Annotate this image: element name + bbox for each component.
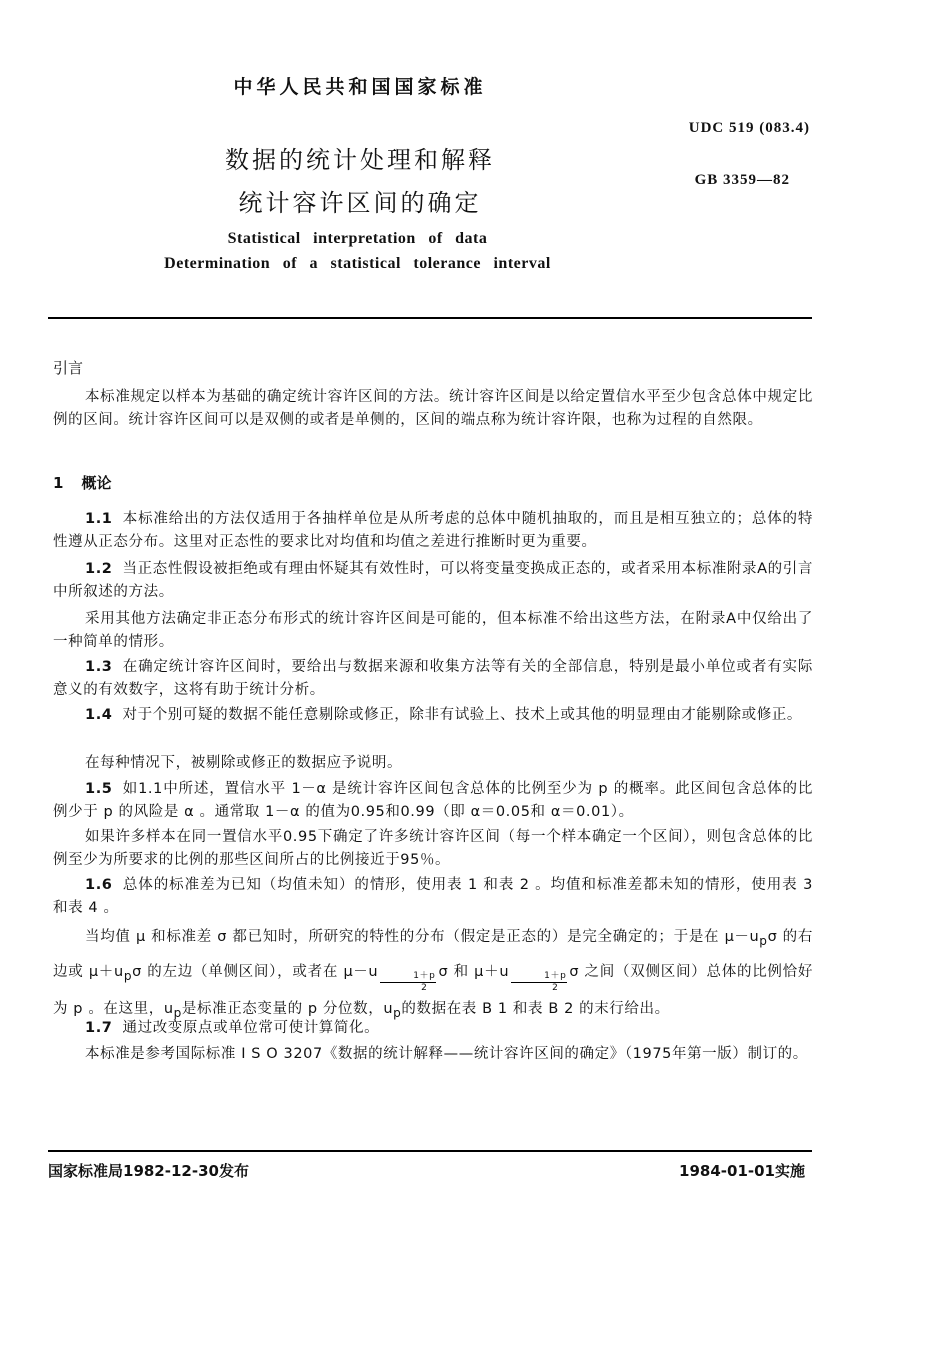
- formula-text: 的数据在表 B 1 和表 B 2 的末行给出。: [401, 1000, 670, 1017]
- formula-text: 当均值 μ 和标准差 σ 都已知时，所研究的特性的分布（假定是正态的）是完全确定的；于是在 μ－u: [85, 929, 760, 945]
- clause-number: 1.5: [85, 781, 113, 797]
- clause-1-2: [53, 558, 813, 604]
- clause-1-6: [53, 874, 813, 920]
- english-title-line1: Statistical interpretation of data: [227, 230, 488, 247]
- formula-text: σ 之间（双侧区间）总体的比例恰好为 p 。在这里，u: [53, 963, 814, 1017]
- intro-heading: 引言: [53, 359, 84, 377]
- subscript-p: p: [759, 933, 768, 948]
- english-title-line2: Determination of a statistical tolerance interval: [164, 255, 551, 272]
- clause-1-7-paragraph: 本标准是参考国际标准 I S O 3207《数据的统计解释——统计容许区间的确定》（1975年第一版）制订的。: [85, 1046, 808, 1062]
- fraction-subscript: [380, 971, 436, 994]
- clause-number: 1.3: [85, 659, 113, 675]
- clause-text: 当正态性假设被拒绝或有理由怀疑其有效性时，可以将变量变换成正态的，或者采用本标准附录A的引言中所叙述的方法。: [53, 561, 813, 600]
- clause-1-1: [53, 508, 813, 554]
- formula-text: σ 的左边（单侧区间），或者在 μ－u: [132, 963, 379, 980]
- national-standard-label: 中华人民共和国国家标准: [233, 76, 487, 98]
- formula-text: σ 的右边或 μ＋u: [53, 929, 813, 980]
- clause-1-5-paragraph: 如果许多样本在同一置信水平0.95下确定了许多统计容许区间（每一个样本确定一个区间），则包含总体的比例至少为所要求的比例的那些区间所占的比例接近于95％。: [53, 829, 813, 868]
- clause-text: 本标准给出的方法仅适用于各抽样单位是从所考虑的总体中随机抽取的，而且是相互独立的；总体的特性遵从正态分布。这里对正态性的要求比对均值和均值之差进行推断时更为重要。: [53, 511, 813, 550]
- intro-paragraph: 本标准规定以样本为基础的确定统计容许区间的方法。统计容许区间是以给定置信水平至少包含总体中规定比例的区间。统计容许区间可以是双侧的或者是单侧的，区间的端点称为统计容许限，也称为过程的自然限。: [53, 389, 813, 428]
- subscript-p: p: [393, 1005, 402, 1020]
- issue-date: 国家标准局1982-12-30发布: [48, 1162, 249, 1180]
- section-number: 1: [53, 474, 64, 492]
- fraction-numerator: 1＋p: [380, 971, 436, 983]
- formula-text: 是标准正态变量的 p 分位数，u: [181, 1000, 394, 1017]
- subscript-p: p: [123, 968, 133, 983]
- effective-date: 1984-01-01实施: [679, 1162, 805, 1180]
- clause-number: 1.6: [85, 877, 113, 893]
- fraction-denominator: 2: [421, 982, 428, 993]
- gb-number: GB 3359—82: [694, 172, 790, 188]
- subscript-p: p: [173, 1005, 182, 1020]
- clause-1-7: [53, 1017, 813, 1040]
- clause-number: 1.7: [85, 1020, 113, 1036]
- clause-number: 1.2: [85, 561, 113, 577]
- header-divider: [48, 317, 812, 319]
- document-title-line1: 数据的统计处理和解释: [225, 146, 495, 174]
- clause-1-5: [53, 778, 813, 824]
- clause-1-6-paragraph: [53, 922, 813, 1029]
- clause-1-2-paragraph: 采用其他方法确定非正态分布形式的统计容许区间是可能的，但本标准不给出这些方法，在附录A中仅给出了一种简单的情形。: [53, 611, 813, 650]
- clause-text: 对于个别可疑的数据不能任意剔除或修正，除非有试验上、技术上或其他的明显理由才能剔除或修正。: [122, 707, 802, 723]
- clause-text: 通过改变原点或单位常可使计算简化。: [122, 1020, 380, 1036]
- clause-text: 如1.1中所述，置信水平 1－α 是统计容许区间包含总体的比例至少为 p 的概率。此区间包含总体的比例少于 p 的风险是 α 。通常取 1－α 的值为0.95和0.99（即 α＝0.05和 α＝0.01）。: [53, 781, 813, 820]
- clause-number: 1.4: [85, 707, 113, 723]
- clause-1-4-paragraph: 在每种情况下，被剔除或修正的数据应予说明。: [85, 755, 403, 771]
- formula-text: σ 和 μ＋u: [438, 963, 510, 980]
- footer-divider: [48, 1150, 812, 1152]
- clause-number: 1.1: [85, 511, 113, 527]
- clause-text: 在确定统计容许区间时，要给出与数据来源和收集方法等有关的全部信息，特别是最小单位或者有实际意义的有效数字，这将有助于统计分析。: [53, 659, 813, 698]
- fraction-numerator: 1＋p: [511, 971, 567, 983]
- fraction-subscript: [511, 971, 567, 994]
- section-heading: [53, 472, 111, 493]
- udc-number: UDC 519 (083.4): [688, 120, 810, 136]
- fraction-denominator: 2: [552, 982, 559, 993]
- section-title: 概论: [81, 474, 112, 492]
- clause-text: 总体的标准差为已知（均值未知）的情形，使用表 1 和表 2 。均值和标准差都未知的情形，使用表 3 和表 4 。: [53, 877, 813, 916]
- clause-1-4: [53, 704, 813, 727]
- clause-1-3: [53, 656, 813, 702]
- document-title-line2: 统计容许区间的确定: [238, 189, 482, 217]
